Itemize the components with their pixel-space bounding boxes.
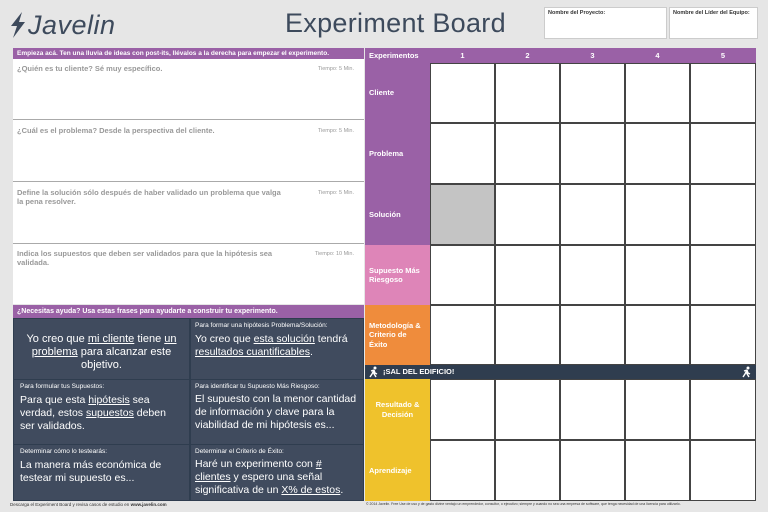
row-label-customer: Cliente <box>365 63 430 123</box>
grid-cell[interactable] <box>560 63 625 123</box>
grid-cell[interactable] <box>625 379 690 440</box>
experiment-grid <box>365 48 756 501</box>
question-time: Tiempo: 5 Min. <box>317 190 354 196</box>
grid-cell[interactable] <box>430 245 495 305</box>
grid-cell[interactable] <box>495 123 560 184</box>
leader-name-label: Nombre del Líder del Equipo: <box>673 10 750 16</box>
grid-cell[interactable] <box>495 184 560 245</box>
footer-copyright: © 2014 Javelin. Free Use de uso y de gasto divine ventajo un emprendedor, consultor, o ejecutivo; siempre y cuando no sea una empresa de software, que tenga necesidad de una licencia para utilizarlo. <box>366 502 681 506</box>
help-label-2: Para formar una hipótesis Problema/Solución: <box>195 322 328 329</box>
question-time: Tiempo: 5 Min. <box>317 128 354 134</box>
grid-cell[interactable] <box>625 245 690 305</box>
grid-cell[interactable] <box>625 305 690 365</box>
help-text-3: Para que esta hipótesis sea verdad, estos supuestos deben ser validados. <box>20 394 166 432</box>
help-text-2: Yo creo que esta solución tendrá resultados cuantificables. <box>195 333 348 358</box>
help-cell-2 <box>191 319 363 379</box>
logo-text: Javelin <box>28 9 116 40</box>
help-cell-5 <box>14 445 189 500</box>
column-header-5: 5 <box>690 48 756 63</box>
grid-cell[interactable] <box>495 63 560 123</box>
question-text: ¿Cuál es el problema? Desde la perspectiva del cliente. <box>17 126 215 135</box>
grid-cell[interactable] <box>625 123 690 184</box>
project-name-field[interactable] <box>544 7 667 39</box>
javelin-logo <box>8 8 118 42</box>
help-text-5: La manera más económica de testear mi supuesto es... <box>20 459 162 484</box>
page-title: Experiment Board <box>285 8 506 38</box>
row-label-learning: Aprendizaje <box>365 440 430 501</box>
grid-cell[interactable] <box>495 245 560 305</box>
help-label-5: Determinar cómo lo testearás: <box>20 448 108 455</box>
help-title: ¿Necesitas ayuda? Usa estas frases para ayudarte a construir tu experimento. <box>13 305 364 318</box>
grid-cell[interactable] <box>690 123 756 184</box>
grid-cell[interactable] <box>690 245 756 305</box>
exit-label: ¡SAL DEL EDIFICIO! <box>383 367 455 376</box>
lightning-icon <box>8 11 28 39</box>
help-cell-1 <box>14 319 189 379</box>
help-panel <box>13 305 364 501</box>
column-header-4: 4 <box>625 48 690 63</box>
help-cell-3 <box>14 380 189 444</box>
grid-cell[interactable] <box>690 63 756 123</box>
grid-cell[interactable] <box>690 184 756 245</box>
grid-cell[interactable] <box>560 305 625 365</box>
grid-cell[interactable] <box>430 63 495 123</box>
grid-cell[interactable] <box>690 379 756 440</box>
footer-download: Descarga el Experiment Board y revisa casos de estudio en www.javelin.com <box>10 502 167 507</box>
question-text: Define la solución sólo después de haber validado un problema que valga la pena resolver. <box>17 188 281 206</box>
experiments-header: Experimentos <box>365 48 430 63</box>
grid-cell[interactable] <box>560 440 625 501</box>
project-name-label: Nombre del Proyecto: <box>548 10 606 16</box>
column-header-3: 3 <box>560 48 625 63</box>
brainstorm-intro: Empieza acá. Ten una lluvia de ideas con post-its, llévalos a la derecha para empezar el experimento. <box>13 48 364 59</box>
grid-cell[interactable] <box>430 379 495 440</box>
row-label-riskiest: Supuesto Más Riesgoso <box>365 245 430 305</box>
row-label-result: Resultado & Decisión <box>365 379 430 440</box>
row-label-method: Metodología & Criterio de Éxito <box>365 305 430 365</box>
grid-cell[interactable] <box>430 123 495 184</box>
question-text: Indica los supuestos que deben ser validados para que la hipótesis sea validada. <box>17 249 273 267</box>
row-label-problem: Problema <box>365 123 430 184</box>
grid-cell[interactable] <box>560 379 625 440</box>
grid-cell[interactable] <box>430 305 495 365</box>
grid-cell[interactable] <box>495 440 560 501</box>
grid-cell[interactable] <box>560 184 625 245</box>
help-text-1: Yo creo que mi cliente tiene un problema para alcanzar este objetivo. <box>26 333 177 371</box>
leader-name-field[interactable] <box>669 7 758 39</box>
question-problem[interactable] <box>13 121 364 182</box>
help-cell-4 <box>191 380 363 444</box>
help-text-4: El supuesto con la menor cantidad de información y clave para la viabilidad de mi hipótesis es... <box>195 393 357 431</box>
grid-cell[interactable] <box>625 184 690 245</box>
grid-cell[interactable] <box>495 305 560 365</box>
question-assumptions[interactable] <box>13 244 364 304</box>
row-label-solution: Solución <box>365 184 430 245</box>
grid-cell[interactable] <box>495 379 560 440</box>
exit-building-bar <box>365 365 756 379</box>
grid-cell[interactable] <box>430 440 495 501</box>
help-text-6: Haré un experimento con # clientes y espero una señal significativa de un X% de estos. <box>195 458 344 496</box>
brainstorm-panel <box>13 48 364 304</box>
footer-link[interactable]: www.javelin.com <box>130 502 167 507</box>
grid-cell[interactable] <box>625 440 690 501</box>
question-customer[interactable] <box>13 59 364 120</box>
question-time: Tiempo: 10 Min. <box>314 251 354 257</box>
grid-cell[interactable] <box>560 245 625 305</box>
grid-cell[interactable] <box>625 63 690 123</box>
help-label-3: Para formular tus Supuestos: <box>20 383 105 390</box>
column-header-2: 2 <box>495 48 560 63</box>
help-label-4: Para identificar tu Supuesto Más Riesgoso: <box>195 383 320 390</box>
question-time: Tiempo: 5 Min. <box>317 66 354 72</box>
help-cell-6 <box>191 445 363 500</box>
grid-cell[interactable] <box>560 123 625 184</box>
question-solution[interactable] <box>13 183 364 244</box>
grid-cell-shaded[interactable] <box>430 184 495 245</box>
question-text: ¿Quién es tu cliente? Sé muy específico. <box>17 64 163 73</box>
help-label-6: Determinar el Criterio de Éxito: <box>195 448 284 455</box>
grid-cell[interactable] <box>690 305 756 365</box>
column-header-1: 1 <box>430 48 495 63</box>
grid-cell[interactable] <box>690 440 756 501</box>
